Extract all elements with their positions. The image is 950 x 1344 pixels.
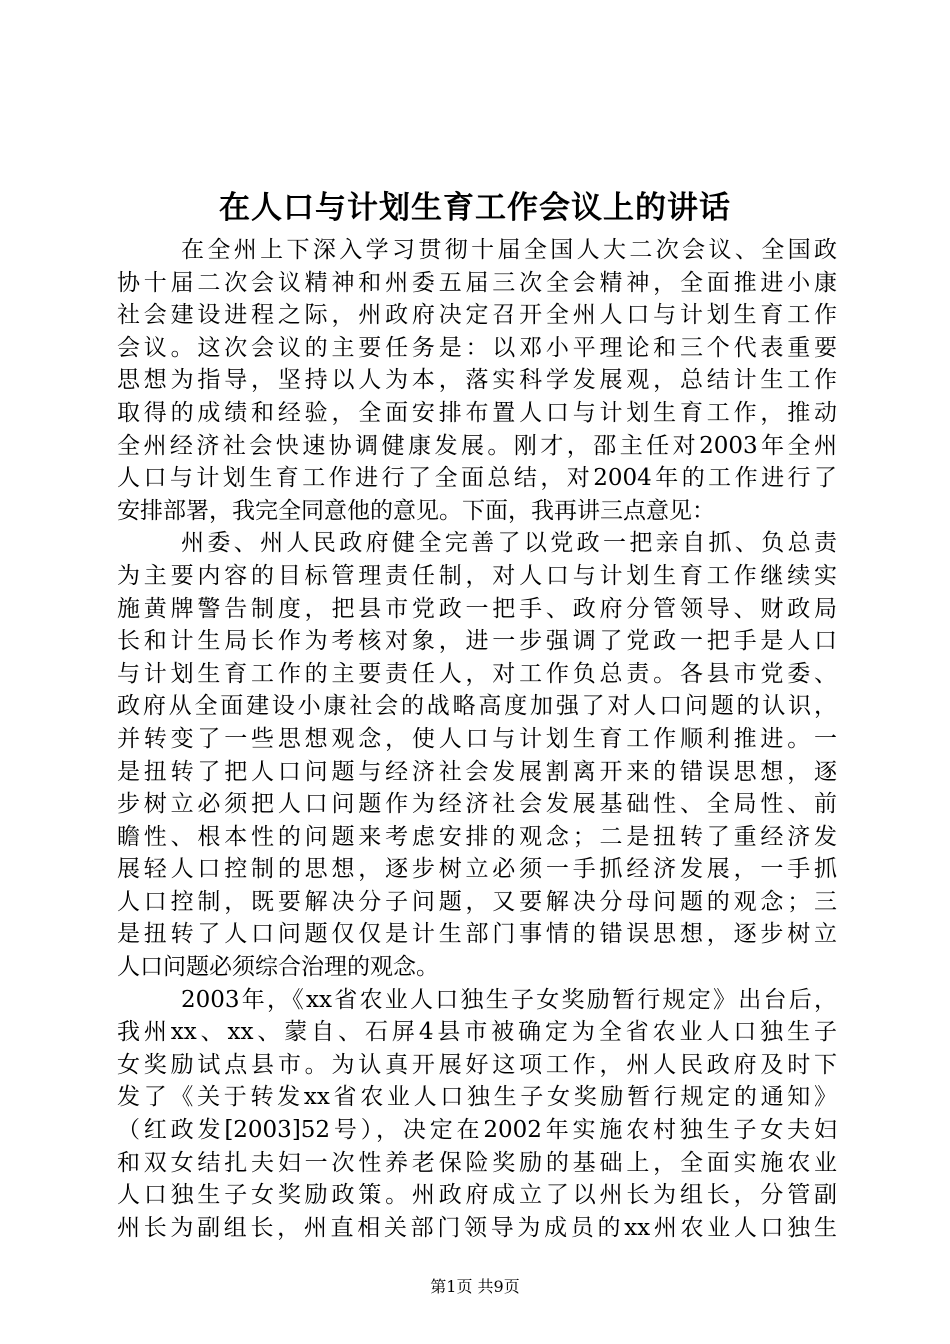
paragraph-3-line-7: 人口独生子女奖励政策。州政府成立了以州长为组长，分管副	[117, 1182, 837, 1209]
paragraph-1-line-2: 协十届二次会议精神和州委五届三次全会精神，全面推进小康	[117, 269, 837, 296]
paragraph-1-line-6: 取得的成绩和经验，全面安排布置人口与计划生育工作，推动	[117, 399, 837, 426]
paragraph-3-line-5: （红政发[2003]52号），决定在2002年实施农村独生子女夫妇	[117, 1117, 837, 1144]
paragraph-2-line-12: 人口控制，既要解决分子问题，又要解决分母问题的观念；三	[117, 888, 837, 915]
paragraph-1-line-7: 全州经济社会快速协调健康发展。刚才，邵主任对2003年全州	[117, 432, 837, 459]
paragraph-2-line-7: 并转变了一些思想观念，使人口与计划生育工作顺利推进。一	[117, 725, 837, 752]
page-number-footer: 第1页 共9页	[430, 1277, 520, 1296]
paragraph-2-line-4: 长和计生局长作为考核对象，进一步强调了党政一把手是人口	[117, 628, 837, 655]
paragraph-1-line-1: 在全州上下深入学习贯彻十届全国人大二次会议、全国政	[181, 237, 837, 263]
paragraph-2-line-6: 政府从全面建设小康社会的战略高度加强了对人口问题的认识，	[117, 693, 837, 720]
paragraph-3-line-4: 发了《关于转发xx省农业人口独生子女奖励暂行规定的通知》	[117, 1084, 837, 1111]
paragraph-1-line-4: 会议。这次会议的主要任务是：以邓小平理论和三个代表重要	[117, 334, 837, 361]
paragraph-2-line-3: 施黄牌警告制度，把县市党政一把手、政府分管领导、财政局	[117, 595, 837, 622]
paragraph-3-line-6: 和双女结扎夫妇一次性养老保险奖励的基础上，全面实施农业	[117, 1149, 837, 1176]
paragraph-2-line-1: 州委、州人民政府健全完善了以党政一把亲自抓、负总责	[181, 530, 837, 557]
paragraph-2-line-9: 步树立必须把人口问题作为经济社会发展基础性、全局性、前	[117, 791, 837, 818]
paragraph-1-line-3: 社会建设进程之际，州政府决定召开全州人口与计划生育工作	[117, 302, 837, 329]
paragraph-3-line-3: 女奖励试点县市。为认真开展好这项工作，州人民政府及时下	[117, 1051, 837, 1078]
paragraph-3-line-8: 州长为副组长，州直相关部门领导为成员的xx州农业人口独生	[117, 1214, 837, 1241]
paragraph-3-line-2: 我州xx、xx、蒙自、石屏4县市被确定为全省农业人口独生子	[117, 1019, 837, 1046]
paragraph-3-line-1: 2003年，《xx省农业人口独生子女奖励暂行规定》出台后，	[181, 986, 837, 1013]
paragraph-2-line-10: 瞻性、根本性的问题来考虑安排的观念；二是扭转了重经济发	[117, 823, 837, 850]
paragraph-1-line-8: 人口与计划生育工作进行了全面总结，对2004年的工作进行了	[117, 465, 837, 492]
paragraph-1-line-9: 安排部署，我完全同意他的意见。下面，我再讲三点意见：	[117, 497, 715, 524]
paragraph-2-line-11: 展轻人口控制的思想，逐步树立必须一手抓经济发展，一手抓	[117, 856, 837, 883]
document-title: 在人口与计划生育工作会议上的讲话	[219, 190, 731, 226]
paragraph-2-line-2: 为主要内容的目标管理责任制，对人口与计划生育工作继续实	[117, 562, 837, 589]
paragraph-2-line-13: 是扭转了人口问题仅仅是计生部门事情的错误思想，逐步树立	[117, 921, 837, 948]
paragraph-1-line-5: 思想为指导，坚持以人为本，落实科学发展观，总结计生工作	[117, 367, 837, 394]
document-body	[117, 234, 837, 1244]
paragraph-2-line-5: 与计划生育工作的主要责任人，对工作负总责。各县市党委、	[117, 660, 837, 687]
paragraph-2-line-8: 是扭转了把人口问题与经济社会发展割离开来的错误思想，逐	[117, 758, 837, 785]
paragraph-2-line-14: 人口问题必须综合治理的观念。	[117, 954, 439, 981]
